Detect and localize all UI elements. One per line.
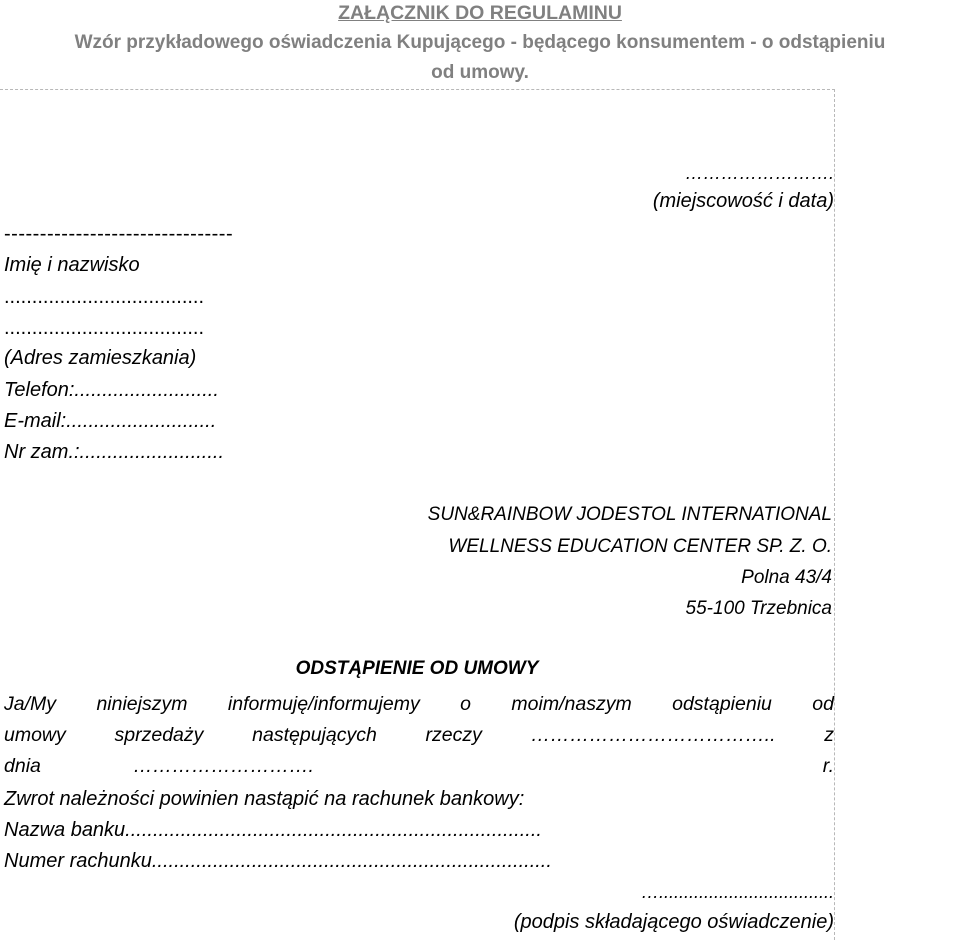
company-city: 55-100 Trzebnica xyxy=(685,598,832,619)
place-date-label: (miejscowość i data) xyxy=(652,190,834,212)
company-name-line2: WELLNESS EDUCATION CENTER SP. Z. O. xyxy=(448,536,832,557)
statement-line1: Ja/My niniejszym informuję/informujemy o moim/naszym odstąpieniu od xyxy=(4,693,834,715)
statement-title: ODSTĄPIENIE OD UMOWY xyxy=(295,658,539,679)
signature-label: (podpis składającego oświadczenie) xyxy=(513,911,834,933)
address-label: (Adres zamieszkania) xyxy=(4,347,197,369)
statement-line3[interactable] xyxy=(4,751,834,782)
company-street: Polna 43/4 xyxy=(741,567,832,588)
email-field[interactable]: E-mail:........................... xyxy=(4,410,217,432)
phone-field[interactable]: Telefon:.......................... xyxy=(4,379,219,401)
document-subtitle-line1: Wzór przykładowego oświadczenia Kupującego - będącego konsumentem - o odstąpieniu xyxy=(74,32,886,53)
statement-year-suffix: r. xyxy=(822,755,834,777)
place-date-dots[interactable]: ……………………. xyxy=(684,163,834,183)
name-label: Imię i nazwisko xyxy=(4,254,140,276)
account-number-field[interactable]: Numer rachunku........................................................................ xyxy=(4,850,552,872)
statement-line2[interactable]: umowy sprzedaży następujących rzeczy ……………………………….. z xyxy=(4,724,834,746)
address-field-line2[interactable]: .................................... xyxy=(4,317,205,339)
company-name-line1: SUN&RAINBOW JODESTOL INTERNATIONAL xyxy=(427,504,832,525)
bank-name-field[interactable]: Nazwa banku........................................................................... xyxy=(4,819,542,841)
order-number-field[interactable]: Nr zam.:.......................... xyxy=(4,441,225,463)
statement-date-field[interactable]: dnia ………………………. xyxy=(4,755,314,777)
sender-separator: -------------------------------- xyxy=(4,223,234,245)
address-field-line1[interactable]: .................................... xyxy=(4,286,205,308)
refund-text: Zwrot należności powinien nastąpić na rachunek bankowy: xyxy=(4,788,525,810)
document-title: ZAŁĄCZNIK DO REGULAMINU xyxy=(338,2,622,24)
document-subtitle-line2: od umowy. xyxy=(431,62,529,83)
signature-dots[interactable]: …................................... xyxy=(640,882,834,902)
